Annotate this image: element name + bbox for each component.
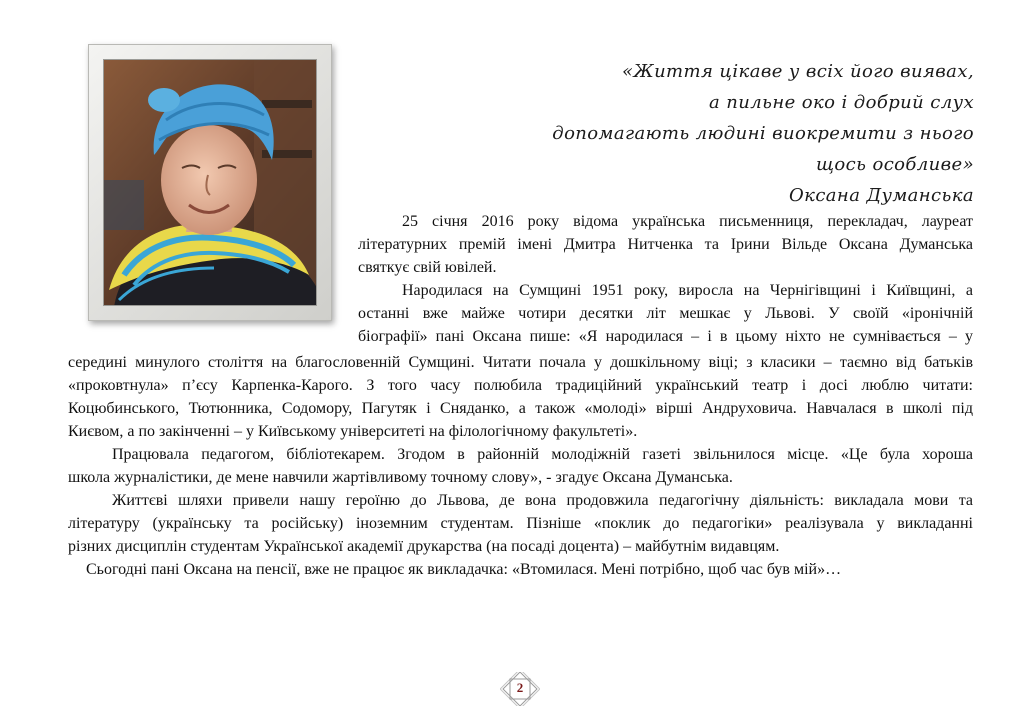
epigraph-line: допомагають людині виокремити з нього — [552, 123, 974, 144]
epigraph — [474, 56, 974, 211]
epigraph-line: щось особливе» — [816, 154, 974, 175]
paragraph-line: останні вже майже чотири десятки літ мешкає у Львові. У своїй «іронічній — [358, 305, 973, 322]
epigraph-line: а пильне око і добрий слух — [709, 92, 974, 113]
paragraph-line: літературних премій імені Дмитра Нитченка та Ірини Вільде Оксана Думанська — [358, 236, 973, 253]
article-intro — [358, 213, 973, 351]
paragraph-line: «проковтнула» п’єсу Карпенка-Карого. З того часу полюбила традиційний український театр і досі люблю читати: — [68, 377, 973, 394]
article-body — [68, 351, 973, 581]
paragraph-line: Коцюбинського, Тютюнника, Содомору, Пагутяк і Сняданко, а також «молоді» вірші Андруховича. Навчалася в школі під — [68, 400, 973, 417]
author-portrait — [103, 59, 317, 306]
paragraph-line: середині минулого століття на благословенній Сумщині. Читати почала у дошкільному віці; з класики – таємно від батьків — [68, 354, 973, 371]
paragraph-line: Працювала педагогом, бібліотекарем. Згодом в районній молодіжній газеті звільнилося місце. «Це була хороша — [112, 446, 973, 463]
epigraph-line: «Життя цікаве у всіх його виявах, — [622, 61, 974, 82]
epigraph-author: Оксана Думанська — [789, 185, 974, 206]
photo-frame — [88, 44, 332, 321]
page-number-label: 2 — [516, 680, 524, 695]
paragraph-line: біографії» пані Оксана пише: «Я народилася – і в цьому ніхто не сумнівається – у — [358, 328, 973, 345]
paragraph-line: різних дисциплін студентам Української академії друкарства (на посаді доцента) – майбутнім видавцям. — [68, 538, 780, 555]
paragraph-line: Сьогодні пані Оксана на пенсії, вже не працює як викладачка: «Втомилася. Мені потрібно, щоб час був мій»… — [86, 561, 842, 578]
paragraph-line: 25 січня 2016 року відома українська письменниця, перекладач, лауреат — [402, 213, 973, 230]
paragraph-line: Народилася на Сумщині 1951 року, виросла на Чернігівщині і Київщині, а — [402, 282, 973, 299]
paragraph-line: Життєві шляхи привели нашу героїню до Львова, де вона продовжила педагогічну діяльність: викладала мови та — [112, 492, 973, 509]
page-number — [500, 672, 540, 706]
paragraph-line: Києвом, а по закінченні – у Київському університеті на філологічному факультеті». — [68, 423, 638, 440]
paragraph-line: літературу (українську та російську) іноземним студентам. Пізніше «поклик до педагогіки» реалізувала у викладанні — [68, 515, 973, 532]
paragraph-line: святкує свій ювілей. — [358, 259, 497, 276]
paragraph-line: школа журналістики, де мене навчили жартівливому точному слову», - згадує Оксана Думанська. — [68, 469, 733, 486]
